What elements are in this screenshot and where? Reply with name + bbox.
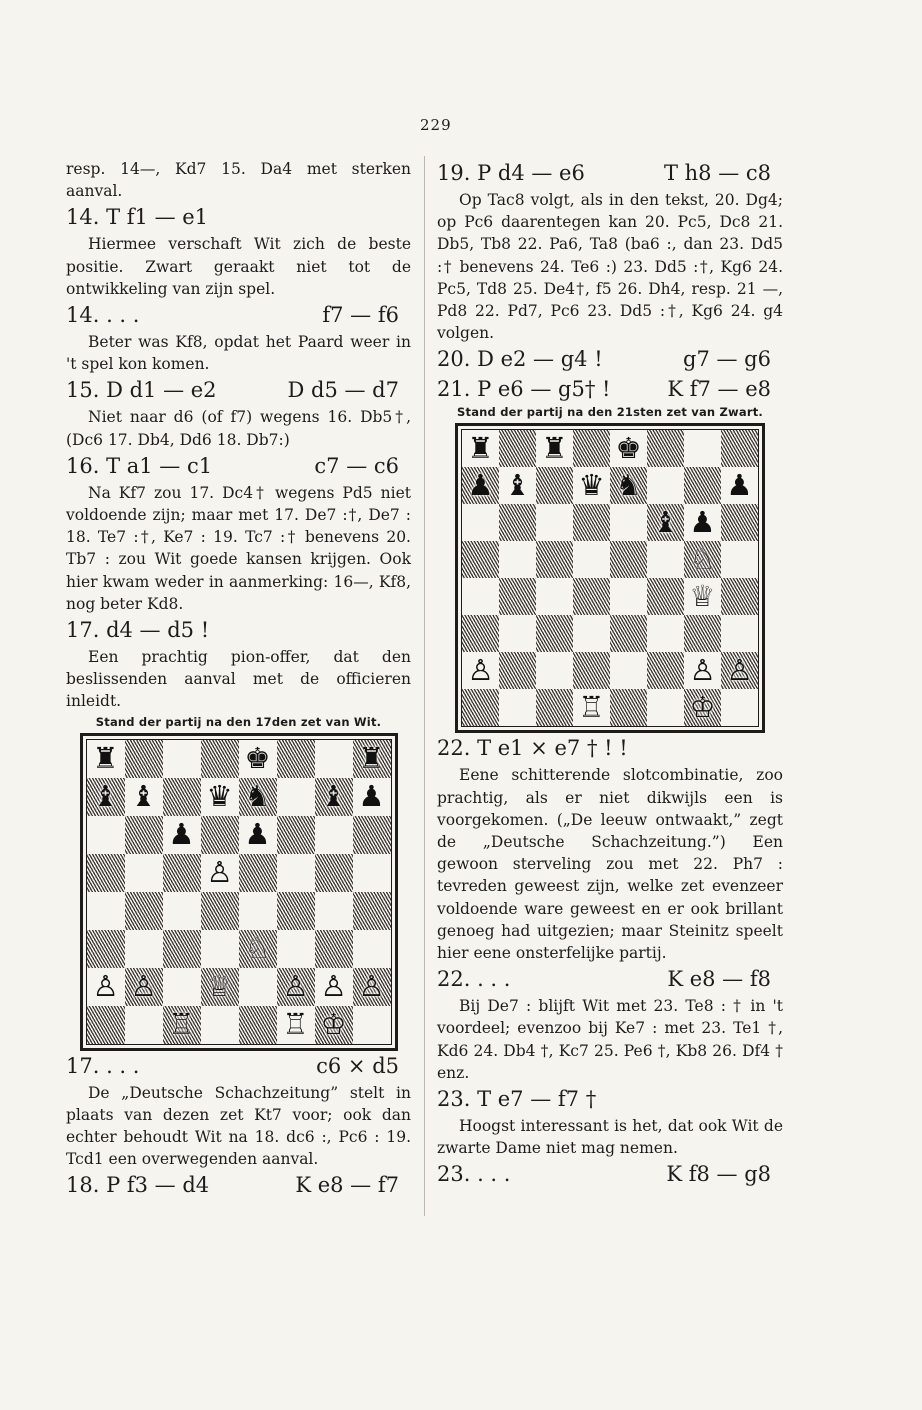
board-square — [684, 652, 721, 689]
board-square — [573, 541, 610, 578]
black-bishop-icon: ♝ — [652, 505, 679, 540]
board-square — [353, 778, 391, 816]
board-square — [87, 968, 125, 1006]
board-square — [201, 930, 239, 968]
board-square — [315, 740, 353, 778]
black-bishop-icon: ♝ — [504, 468, 531, 503]
move-line — [66, 1171, 411, 1199]
diagram-holder — [437, 423, 783, 733]
move-line — [437, 159, 783, 187]
board-square — [536, 467, 573, 504]
board-square — [610, 615, 647, 652]
black-move: c7 — c6 — [314, 453, 399, 478]
board-square — [315, 892, 353, 930]
move-line — [66, 203, 411, 231]
board-square — [163, 1006, 201, 1044]
board-square — [721, 578, 758, 615]
board-square — [201, 968, 239, 1006]
board-square — [163, 892, 201, 930]
move-line — [437, 1085, 783, 1113]
chessboard — [86, 739, 392, 1045]
board-square — [277, 968, 315, 1006]
right-column — [437, 158, 783, 1190]
board-square — [610, 430, 647, 467]
move-line — [437, 375, 783, 403]
board-square — [125, 816, 163, 854]
board-square — [647, 578, 684, 615]
board-square — [462, 541, 499, 578]
board-square — [647, 467, 684, 504]
board-square — [536, 541, 573, 578]
board-square — [125, 854, 163, 892]
board-square — [462, 467, 499, 504]
board-square — [125, 968, 163, 1006]
board-square — [87, 854, 125, 892]
board-square — [573, 430, 610, 467]
board-square — [201, 854, 239, 892]
white-king-icon: ♔ — [689, 690, 716, 725]
white-move: 16. T a1 — c1 — [66, 453, 213, 478]
board-square — [536, 615, 573, 652]
board-square — [684, 541, 721, 578]
white-knight-icon: ♘ — [689, 542, 716, 577]
board-square — [721, 430, 758, 467]
black-pawn-icon: ♟ — [689, 505, 716, 540]
board-square — [684, 615, 721, 652]
paragraph: Beter was Kf8, opdat het Paard weer in 't spel kon komen. — [66, 333, 411, 374]
board-square — [239, 816, 277, 854]
move-line — [66, 452, 411, 480]
white-move: 23. . . . — [437, 1162, 511, 1187]
board-square — [277, 778, 315, 816]
white-pawn-icon: ♙ — [467, 653, 494, 688]
black-move: c6 × d5 — [316, 1053, 399, 1078]
black-rook-icon: ♜ — [541, 431, 568, 466]
board-square — [163, 740, 201, 778]
board-square — [647, 652, 684, 689]
board-square — [201, 740, 239, 778]
paragraph: resp. 14—, Kd7 15. Da4 met sterken aanval. — [66, 160, 411, 201]
black-move: K f7 — e8 — [667, 377, 771, 402]
board-square — [499, 652, 536, 689]
board-square — [610, 541, 647, 578]
board-square — [87, 1006, 125, 1044]
board-square — [647, 615, 684, 652]
board-square — [462, 430, 499, 467]
board-square — [536, 430, 573, 467]
white-move: 15. D d1 — e2 — [66, 378, 217, 403]
board-square — [239, 892, 277, 930]
board-square — [201, 816, 239, 854]
board-square — [239, 1006, 277, 1044]
board-square — [462, 652, 499, 689]
board-square — [573, 578, 610, 615]
paragraph: Hoogst interessant is het, dat ook Wit de zwarte Dame niet mag nemen. — [437, 1117, 783, 1158]
board-square — [315, 816, 353, 854]
board-square — [499, 689, 536, 726]
white-move: 18. P f3 — d4 — [66, 1173, 210, 1198]
board-square — [87, 778, 125, 816]
board-square — [125, 1006, 163, 1044]
chessboard — [461, 429, 759, 727]
board-square — [353, 854, 391, 892]
board-square — [499, 615, 536, 652]
board-square — [239, 854, 277, 892]
board-square — [536, 689, 573, 726]
board-square — [87, 740, 125, 778]
board-square — [610, 578, 647, 615]
board-square — [163, 930, 201, 968]
move-line — [66, 616, 411, 644]
board-square — [721, 689, 758, 726]
move-line — [437, 345, 783, 373]
black-knight-icon: ♞ — [244, 779, 271, 814]
black-pawn-icon: ♟ — [726, 468, 753, 503]
board-square — [353, 892, 391, 930]
board-square — [647, 430, 684, 467]
paragraph: Bij De7 : blijft Wit met 23. Te8 : † in 't voordeel; evenzoo bij Ke7 : met 23. Te1 †, Kd6 24. Db4 †, Kc7 25. Pe6 †, Kb8 26. Df4 † enz. — [437, 997, 783, 1082]
column-divider — [424, 156, 425, 1216]
white-move: 14. . . . — [66, 303, 140, 328]
black-knight-icon: ♞ — [615, 468, 642, 503]
black-king-icon: ♚ — [615, 431, 642, 466]
white-pawn-icon: ♙ — [358, 969, 385, 1004]
white-move: 17. . . . — [66, 1053, 140, 1078]
white-move: 21. P e6 — g5† ! — [437, 377, 611, 402]
board-square — [163, 854, 201, 892]
black-pawn-icon: ♟ — [244, 817, 271, 852]
white-rook-icon: ♖ — [168, 1007, 195, 1042]
board-square — [684, 430, 721, 467]
paragraph: Op Tac8 volgt, als in den tekst, 20. Dg4; op Pc6 daarentegen kan 20. Pc5, Dc8 21. Db5, Tb8 22. Pa6, Ta8 (ba6 :, dan 23. Dd5 :† benevens 24. Te6 :) 23. Dd5 :†, Kg6 24. Pc5, Td8 25. De4†, f5 26. Dh4, resp. 21 —, Pd8 22. Pd7, Pc6 23. Dd5 :†, Kg6 24. g4 volgen. — [437, 191, 783, 343]
white-pawn-icon: ♙ — [92, 969, 119, 1004]
paragraph: Niet naar d6 (of f7) wegens 16. Db5†, (Dc6 17. Db4, Dd6 18. Db7:) — [66, 408, 411, 449]
black-move: K e8 — f8 — [667, 967, 771, 992]
board-square — [536, 578, 573, 615]
board-square — [721, 467, 758, 504]
white-pawn-icon: ♙ — [130, 969, 157, 1004]
white-knight-icon: ♘ — [244, 931, 271, 966]
black-pawn-icon: ♟ — [467, 468, 494, 503]
black-queen-icon: ♛ — [578, 468, 605, 503]
white-move: 22. T e1 × e7 † ! ! — [437, 736, 628, 761]
board-square — [277, 930, 315, 968]
board-square — [315, 854, 353, 892]
board-square — [499, 430, 536, 467]
board-square — [125, 892, 163, 930]
diagram-caption: Stand der partij na den 21sten zet van Zwart. — [457, 405, 763, 420]
board-square — [87, 892, 125, 930]
board-square — [125, 740, 163, 778]
board-square — [536, 504, 573, 541]
board-square — [353, 968, 391, 1006]
board-square — [353, 816, 391, 854]
board-square — [277, 1006, 315, 1044]
board-square — [201, 1006, 239, 1044]
move-line — [437, 965, 783, 993]
board-square — [536, 652, 573, 689]
move-line — [66, 301, 411, 329]
board-square — [277, 740, 315, 778]
white-rook-icon: ♖ — [282, 1007, 309, 1042]
diagram-holder — [66, 733, 411, 1051]
black-king-icon: ♚ — [244, 741, 271, 776]
board-square — [499, 578, 536, 615]
white-pawn-icon: ♙ — [206, 855, 233, 890]
white-move: 19. P d4 — e6 — [437, 161, 585, 185]
chess-diagram-2 — [455, 423, 765, 733]
board-square — [277, 816, 315, 854]
board-square — [239, 778, 277, 816]
board-square — [125, 778, 163, 816]
black-move: D d5 — d7 — [287, 378, 399, 403]
white-pawn-icon: ♙ — [282, 969, 309, 1004]
black-move: K e8 — f7 — [295, 1173, 399, 1198]
move-line — [437, 1160, 783, 1188]
board-square — [315, 930, 353, 968]
board-square — [573, 689, 610, 726]
black-move: T h8 — c8 — [663, 161, 771, 185]
page-number: 229 — [420, 116, 452, 134]
black-rook-icon: ♜ — [92, 741, 119, 776]
board-square — [353, 930, 391, 968]
board-square — [315, 968, 353, 1006]
black-bishop-icon: ♝ — [130, 779, 157, 814]
board-square — [239, 930, 277, 968]
white-pawn-icon: ♙ — [726, 653, 753, 688]
board-square — [499, 504, 536, 541]
board-square — [499, 467, 536, 504]
board-square — [610, 652, 647, 689]
black-rook-icon: ♜ — [467, 431, 494, 466]
black-rook-icon: ♜ — [358, 741, 385, 776]
board-square — [721, 615, 758, 652]
black-bishop-icon: ♝ — [320, 779, 347, 814]
move-line — [437, 734, 783, 762]
board-square — [239, 740, 277, 778]
board-square — [462, 689, 499, 726]
board-square — [684, 467, 721, 504]
board-square — [163, 816, 201, 854]
board-square — [239, 968, 277, 1006]
board-square — [87, 816, 125, 854]
white-move: 14. T f1 — e1 — [66, 205, 209, 230]
board-square — [462, 615, 499, 652]
board-square — [462, 578, 499, 615]
paragraph: Een prachtig pion-offer, dat den beslissenden aanval met de officieren inleidt. — [66, 648, 411, 711]
board-square — [610, 504, 647, 541]
board-square — [610, 689, 647, 726]
board-square — [499, 541, 536, 578]
board-square — [163, 778, 201, 816]
board-square — [610, 467, 647, 504]
black-bishop-icon: ♝ — [92, 779, 119, 814]
board-square — [201, 892, 239, 930]
black-move: g7 — g6 — [683, 347, 771, 372]
white-move: 22. . . . — [437, 967, 511, 992]
board-square — [684, 504, 721, 541]
board-square — [647, 504, 684, 541]
left-column — [66, 158, 411, 1201]
board-square — [353, 740, 391, 778]
white-pawn-icon: ♙ — [320, 969, 347, 1004]
paragraph: De „Deutsche Schachzeitung” stelt in plaats van dezen zet Kt7 voor; ook dan echter behoudt Wit na 18. dc6 :, Pc6 : 19. Tcd1 een overwegenden aanval. — [66, 1083, 411, 1169]
board-square — [684, 689, 721, 726]
white-queen-icon: ♕ — [689, 579, 716, 614]
move-line — [66, 376, 411, 404]
white-queen-icon: ♕ — [206, 969, 233, 1004]
board-square — [721, 652, 758, 689]
board-square — [684, 578, 721, 615]
black-pawn-icon: ♟ — [358, 779, 385, 814]
move-line — [66, 1052, 411, 1080]
board-square — [573, 504, 610, 541]
diagram-caption: Stand der partij na den 17den zet van Wit. — [95, 714, 382, 729]
board-square — [201, 778, 239, 816]
white-move: 17. d4 — d5 ! — [66, 618, 210, 643]
black-move: f7 — f6 — [322, 303, 399, 328]
board-square — [277, 854, 315, 892]
board-square — [315, 1006, 353, 1044]
board-square — [721, 504, 758, 541]
board-square — [87, 930, 125, 968]
board-square — [573, 467, 610, 504]
board-square — [647, 541, 684, 578]
white-rook-icon: ♖ — [578, 690, 605, 725]
white-move: 23. T e7 — f7 † — [437, 1087, 597, 1112]
board-square — [315, 778, 353, 816]
white-pawn-icon: ♙ — [689, 653, 716, 688]
board-square — [573, 615, 610, 652]
board-square — [353, 1006, 391, 1044]
board-square — [163, 968, 201, 1006]
paragraph: Eene schitterende slotcombinatie, zoo prachtig, als er niet dikwijls een is voorgekomen. („De leeuw ontwaakt,” zegt de „Deutsche Schachzeitung.”) Een gewoon sterveling zou met 22. Ph7 : tevreden geweest zijn, welke zet evenzeer voldoende ware geweest en er ook brillant genoeg had uitgezien; maar Steinitz speelt hier eene onsterfelijke partij. — [437, 766, 783, 963]
white-king-icon: ♔ — [320, 1007, 347, 1042]
chess-diagram-1 — [80, 733, 398, 1051]
black-queen-icon: ♛ — [206, 779, 233, 814]
board-square — [647, 689, 684, 726]
black-move: K f8 — g8 — [666, 1162, 771, 1187]
board-square — [721, 541, 758, 578]
board-square — [462, 504, 499, 541]
board-square — [277, 892, 315, 930]
paragraph: Hiermee verschaft Wit zich de beste positie. Zwart geraakt niet tot de ontwikkeling van zijn spel. — [66, 235, 411, 298]
white-move: 20. D e2 — g4 ! — [437, 347, 603, 372]
black-pawn-icon: ♟ — [168, 817, 195, 852]
board-square — [573, 652, 610, 689]
paragraph: Na Kf7 zou 17. Dc4† wegens Pd5 niet voldoende zijn; maar met 17. De7 :†, De7 : 18. Te7 :†, Ke7 : 19. Tc7 :† benevens 20. Tb7 : zou Wit goede kansen krijgen. Ook hier kwam weder in aanmerking: 16—, Kf8, nog beter Kd8. — [66, 483, 411, 613]
board-square — [125, 930, 163, 968]
